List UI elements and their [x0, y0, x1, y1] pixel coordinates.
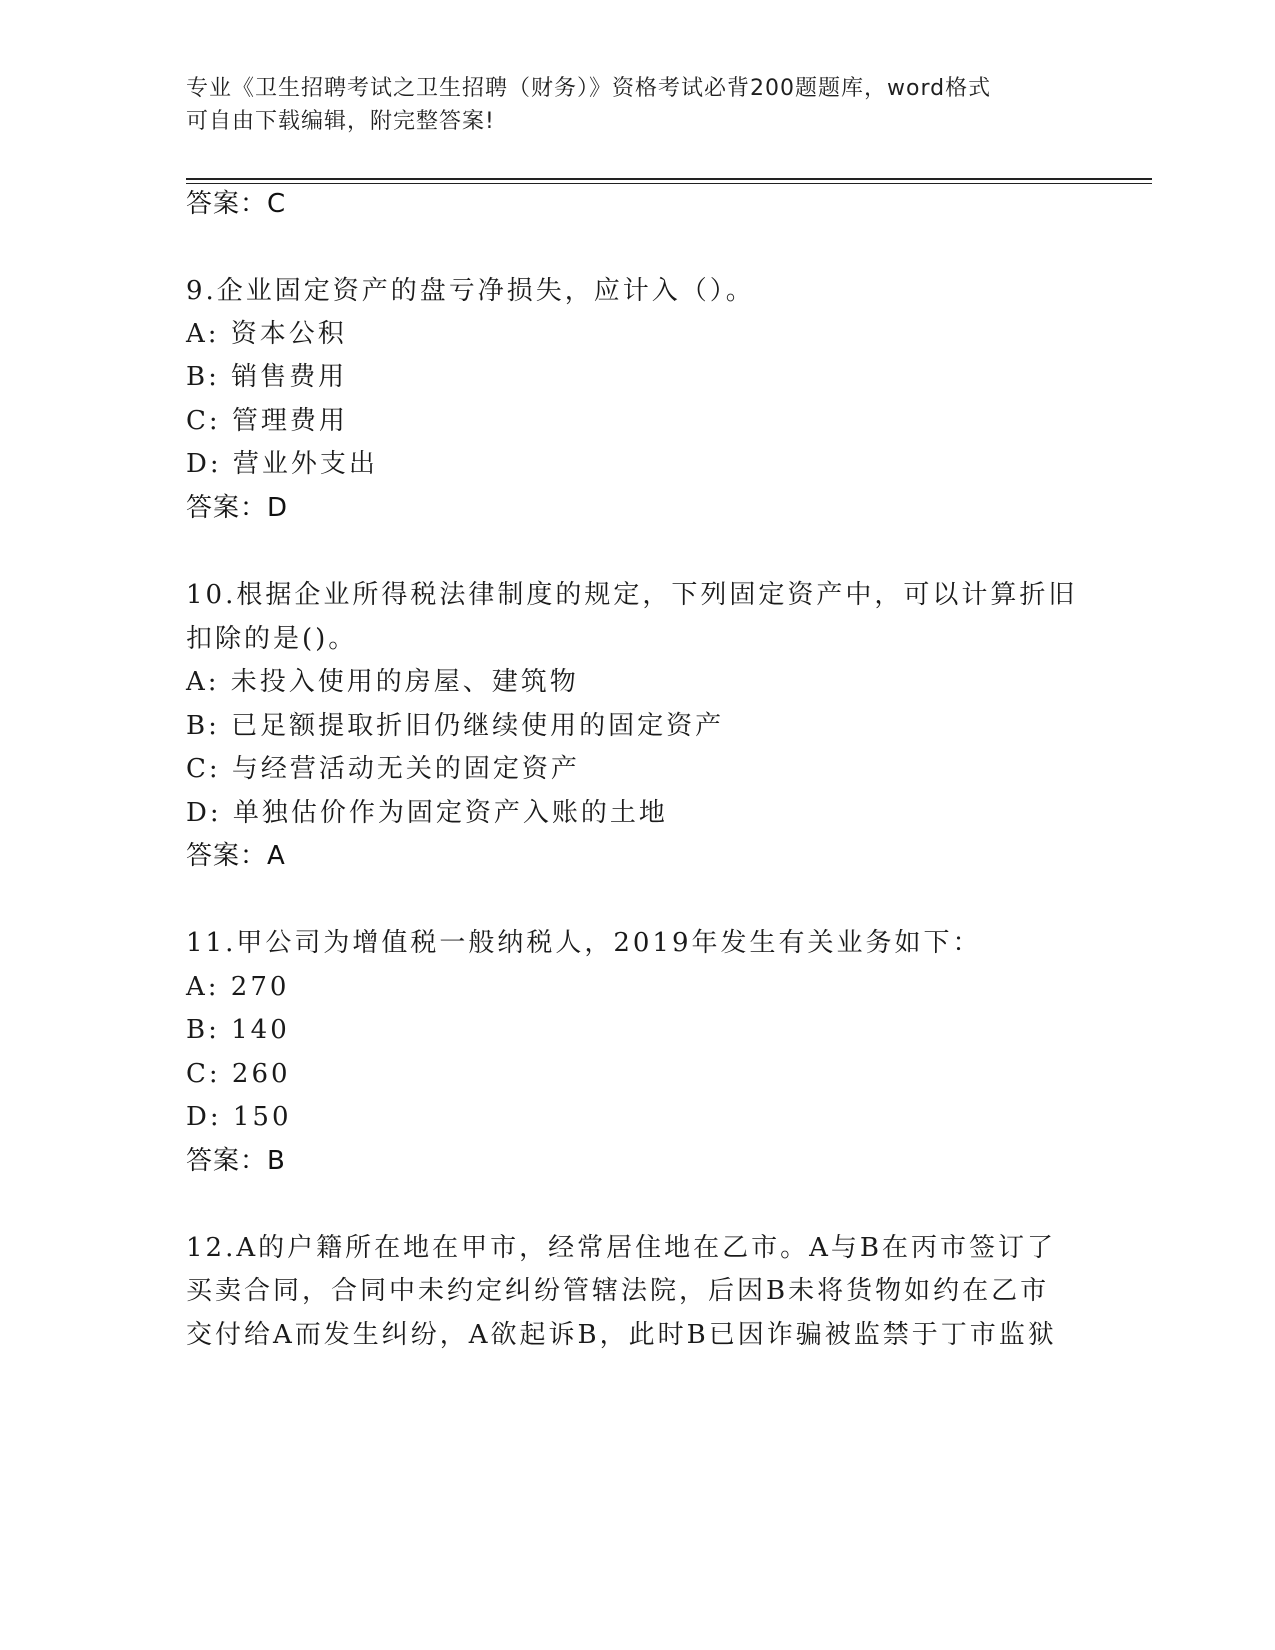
answer-q9: 答案：D	[186, 493, 289, 523]
answer-q11: 答案：B	[186, 1146, 286, 1176]
question-9-stem: 9.企业固定资产的盘亏净损失，应计入（）。	[186, 276, 755, 306]
question-12-stem-line-3: 交付给A而发生纠纷，A欲起诉B，此时B已因诈骗被监禁于丁市监狱	[186, 1320, 1057, 1350]
question-10-stem-line-2: 扣除的是()。	[186, 624, 358, 654]
question-9-option-b: B: 销售费用	[186, 362, 348, 392]
header-divider-thin	[186, 183, 1152, 184]
answer-q10: 答案：A	[186, 841, 286, 871]
question-10-option-a: A: 未投入使用的房屋、建筑物	[186, 667, 579, 697]
question-12-stem-line-1: 12.A的户籍所在地在甲市，经常居住地在乙市。A与B在丙市签订了	[186, 1233, 1057, 1263]
document-header	[186, 72, 1086, 138]
header-divider-thick	[186, 178, 1152, 180]
question-10-option-b: B: 已足额提取折旧仍继续使用的固定资产	[186, 711, 725, 741]
answer-q8: 答案：C	[186, 189, 287, 219]
question-11-option-b: B: 140	[186, 1015, 290, 1045]
question-11-option-d: D: 150	[186, 1102, 292, 1132]
header-line-1: 专业《卫生招聘考试之卫生招聘（财务）》资格考试必背200题题库，word格式	[186, 76, 992, 101]
question-11-option-c: C: 260	[186, 1059, 291, 1089]
question-10-stem-line-1: 10.根据企业所得税法律制度的规定，下列固定资产中，可以计算折旧	[186, 580, 1078, 610]
question-10-option-c: C: 与经营活动无关的固定资产	[186, 754, 580, 784]
question-12-stem-line-2: 买卖合同，合同中未约定纠纷管辖法院，后因B未将货物如约在乙市	[186, 1276, 1050, 1306]
question-10-option-d: D: 单独估价作为固定资产入账的土地	[186, 798, 668, 828]
question-11-option-a: A: 270	[186, 972, 290, 1002]
question-9-option-c: C: 管理费用	[186, 406, 348, 436]
question-9-option-a: A: 资本公积	[186, 319, 347, 349]
question-11-stem: 11.甲公司为增值税一般纳税人，2019年发生有关业务如下：	[186, 928, 982, 958]
header-line-2: 可自由下载编辑，附完整答案!	[186, 109, 495, 134]
question-9-option-d: D: 营业外支出	[186, 449, 378, 479]
